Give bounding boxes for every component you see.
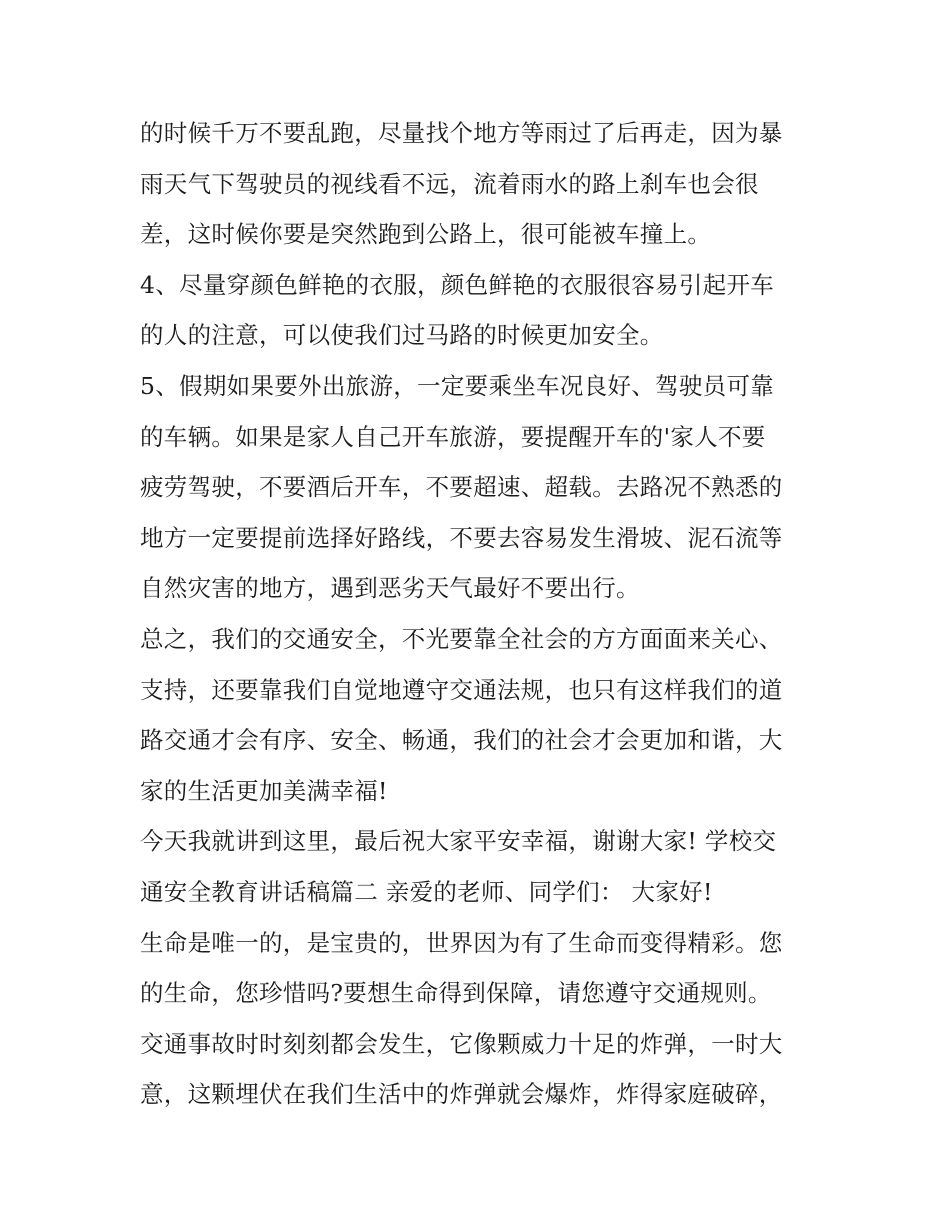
text-line: 的时候千万不要乱跑，尽量找个地方等雨过了后再走，因为暴: [140, 119, 783, 147]
text-line: 总之，我们的交通安全，不光要靠全社会的方方面面来关心、: [140, 624, 783, 653]
text-line: 今天我就讲到这里，最后祝大家平安幸福，谢谢大家! 学校交: [140, 827, 777, 856]
text-line: 的车辆。如果是家人自己开车旅游，要提醒开车的'家人不要: [140, 422, 766, 451]
text-line: 的生命，您珍惜吗?要想生命得到保障，请您遵守交通规则。: [140, 979, 772, 1008]
text-line: 的人的注意，可以使我们过马路的时候更加安全。: [140, 321, 664, 350]
text-line: 支持，还要靠我们自觉地遵守交通法规，也只有这样我们的道: [140, 675, 783, 704]
document-body: [140, 108, 820, 1120]
text-line: 疲劳驾驶，不要酒后开车，不要超速、超载。去路况不熟悉的: [140, 473, 783, 502]
text-line: 通安全教育讲话稿篇二 亲爱的老师、同学们： 大家好!: [140, 877, 713, 906]
text-line: 家的生活更加美满幸福!: [140, 776, 388, 805]
text-line: 自然灾害的地方，遇到恶劣天气最好不要出行。: [140, 574, 640, 603]
text-line: 5、假期如果要外出旅游，一定要乘坐车况良好、驾驶员可靠: [140, 371, 775, 400]
text-line: 雨天气下驾驶员的视线看不远，流着雨水的路上刹车也会很: [140, 169, 759, 198]
text-line: 生命是唯一的，是宝贵的，世界因为有了生命而变得精彩。您: [140, 928, 783, 957]
text-line: 4、尽量穿颜色鲜艳的衣服，颜色鲜艳的衣服很容易引起开车: [140, 270, 775, 299]
text-line: 差，这时候你要是突然跑到公路上，很可能被车撞上。: [140, 220, 712, 249]
text-line: 交通事故时时刻刻都会发生，它像颗威力十足的炸弹，一时大: [140, 1029, 783, 1058]
text-line: 地方一定要提前选择好路线，不要去容易发生滑坡、泥石流等: [140, 523, 783, 552]
text-line: 路交通才会有序、安全、畅通，我们的社会才会更加和谐，大: [140, 726, 783, 755]
text-line: 意，这颗埋伏在我们生活中的炸弹就会爆炸，炸得家庭破碎，: [140, 1080, 783, 1109]
